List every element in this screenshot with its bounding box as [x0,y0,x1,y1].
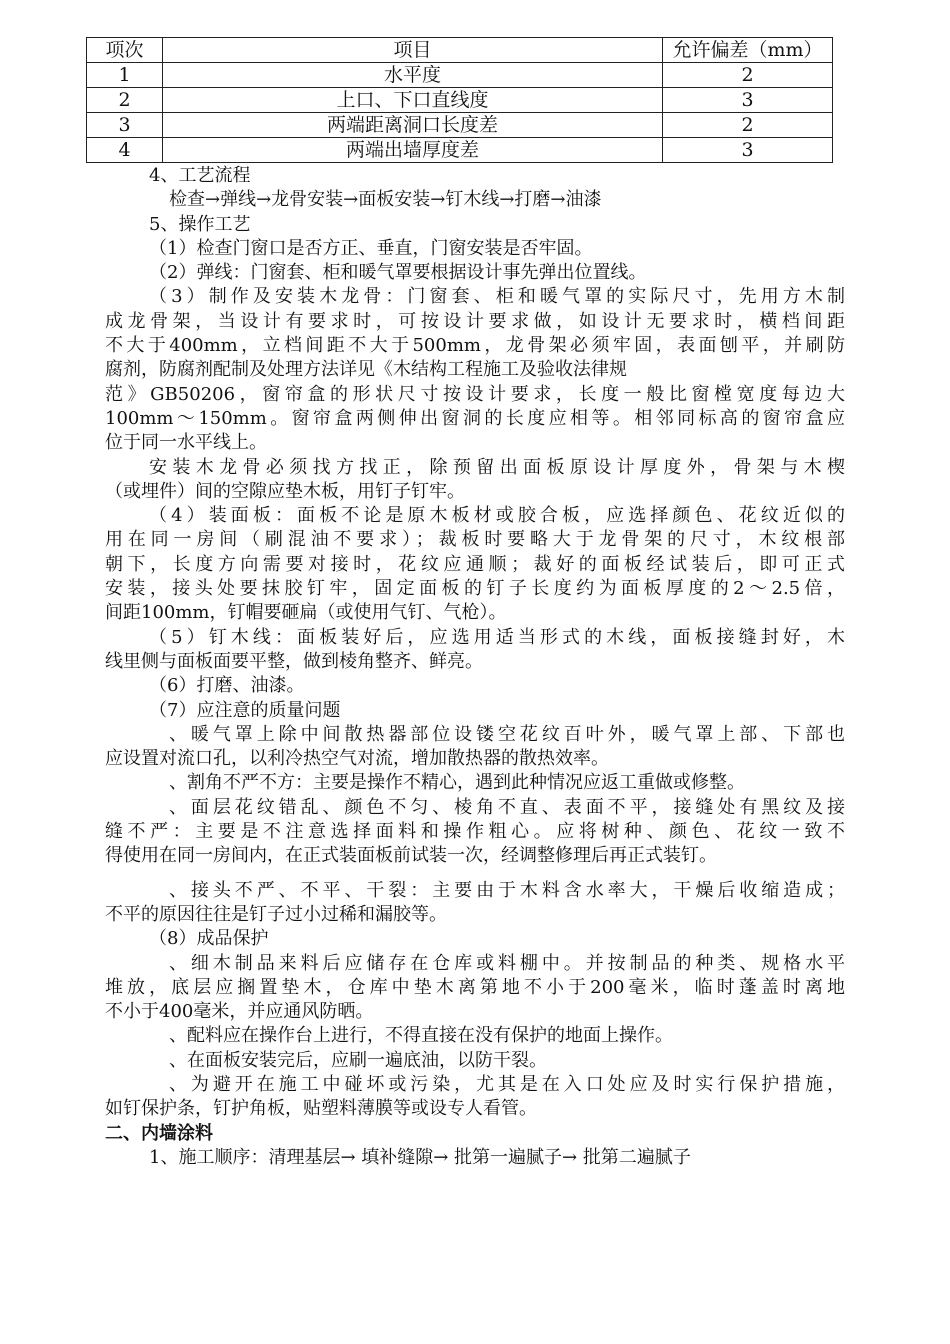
table-cell: 水平度 [163,63,663,88]
paragraph-line: （5）钉木线：面板装好后，应选用适当形式的木线，面板接缝封好，木 [149,626,845,648]
paragraph-line: 得使用在同一房间内，在正式装面板前试装一次，经调整修理后再正式装钉。 [105,845,717,867]
table-cell: 两端出墙厚度差 [163,138,663,163]
paragraph-line: 不小于400毫米，并应通风防晒。 [105,1001,374,1023]
paragraph-line: 堆放，底层应搁置垫木，仓库中垫木离第地不小于200毫米，临时蓬盖时离地 [105,976,845,998]
paragraph-line: 、接头不严、不平、干裂：主要由于木料含水率大，干燥后收缩造成； [169,879,845,901]
paragraph-line: 安装，接头处要抹胶钉牢，固定面板的钉子长度约为面板厚度的2～2.5倍， [105,578,845,600]
paragraph-line: （3）制作及安装木龙骨：门窗套、柜和暖气罩的实际尺寸，先用方木制 [149,286,845,308]
paragraph-line: 、为避开在施工中碰坏或污染，尤其是在入口处应及时实行保护措施， [169,1073,845,1095]
chapter-heading: 二、内墙涂料 [105,1122,213,1144]
table-header-cell: 项目 [163,38,663,63]
paragraph-line: 应设置对流口孔，以利冷热空气对流，增加散热器的散热效率。 [105,748,609,770]
paragraph-line: （1）检查门窗口是否方正、垂直，门窗安装是否牢固。 [149,237,593,259]
paragraph-line: 成龙骨架，当设计有要求时，可按设计要求做，如设计无要求时，横档间距 [105,310,845,332]
paragraph-line: （6）打磨、油漆。 [149,675,305,697]
paragraph-line: 、暖气罩上除中间散热器部位设镂空花纹百叶外，暖气罩上部、下部也 [169,723,845,745]
paragraph-line: （或埋件）间的空隙应垫木板，用钉子钉牢。 [105,480,465,502]
paragraph-line: 、在面板安装完后，应刷一遍底油，以防干裂。 [169,1049,547,1071]
table-cell: 3 [87,113,163,138]
table-cell: 2 [663,63,833,88]
paragraph-line: 线里侧与面板面要平整，做到棱角整齐、鲜亮。 [105,650,483,672]
paragraph-line: （4）装面板：面板不论是原木板材或胶合板，应选择颜色、花纹近似的 [149,505,845,527]
paragraph-line: 缝不严：主要是不注意选择面料和操作粗心。应将树种、颜色、花纹一致不 [105,821,845,843]
paragraph-line: 如钉保护条，钉护角板，贴塑料薄膜等或设专人看管。 [105,1098,537,1120]
paragraph-line: 、面层花纹错乱、颜色不匀、棱角不直、表面不平，接缝处有黑纹及接 [169,796,845,818]
table-cell: 2 [87,88,163,113]
tolerance-table [86,37,833,163]
table-cell: 两端距离洞口长度差 [163,113,663,138]
body-text [105,164,845,1170]
table-cell: 上口、下口直线度 [163,88,663,113]
section-heading: （7）应注意的质量问题 [149,699,341,721]
table-header-cell: 允许偏差（mm） [663,38,833,63]
table-cell: 4 [87,138,163,163]
section-heading: 5、操作工艺 [149,213,251,235]
spacer [105,869,845,879]
table-row [87,63,833,88]
paragraph-line: 100mm～150mm。窗帘盒两侧伸出窗洞的长度应相等。相邻同标高的窗帘盒应 [105,407,845,429]
paragraph-line: 腐剂，防腐剂配制及处理方法详见《木结构工程施工及验收法律规 [105,359,627,381]
paragraph-line: 、细木制品来料后应储存在仓库或料棚中。并按制品的种类、规格水平 [169,952,845,974]
process-flow: 检查→弹线→龙骨安装→面板安装→钉木线→打磨→油漆 [169,189,602,211]
section-heading: 4、工艺流程 [149,165,251,186]
section-heading: （8）成品保护 [149,928,269,950]
table-row [87,113,833,138]
paragraph-line: 不平的原因往往是钉子过小过稀和漏胶等。 [105,903,447,925]
paragraph-line: 间距100mm，钉帽要砸扁（或使用气钉、气枪）。 [105,602,507,624]
table-cell: 3 [663,138,833,163]
paragraph-line: 范》GB50206，窗帘盒的形状尺寸按设计要求，长度一般比窗樘宽度每边大 [105,383,845,405]
table-row [87,138,833,163]
table-cell: 2 [663,113,833,138]
table-header-cell: 项次 [87,38,163,63]
paragraph-line: 位于同一水平线上。 [105,432,267,454]
paragraph-line: 安装木龙骨必须找方找正，除预留出面板原设计厚度外，骨架与木楔 [149,456,845,478]
table-header-row [87,38,833,63]
paragraph-line: 不大于400mm，立档间距不大于500mm，龙骨架必须牢固，表面刨平，并刷防 [105,335,845,357]
table-cell: 1 [87,63,163,88]
paragraph-line: （2）弹线：门窗套、柜和暖气罩要根据设计事先弹出位置线。 [149,262,647,284]
paragraph-line: 1、施工顺序：清理基层→ 填补缝隙→ 批第一遍腻子→ 批第二遍腻子 [149,1146,691,1168]
paragraph-line: 、割角不严不方：主要是操作不精心，遇到此种情况应返工重做或修整。 [169,772,745,794]
paragraph-line: 朝下，长度方向需要对接时，花纹应通顺；裁好的面板经试装后，即可正式 [105,553,845,575]
table-row [87,88,833,113]
paragraph-line: 用在同一房间（刷混油不要求）；裁板时要略大于龙骨架的尺寸，木纹根部 [105,529,845,551]
table-cell: 3 [663,88,833,113]
paragraph-line: 、配料应在操作台上进行，不得直接在没有保护的地面上操作。 [169,1025,673,1047]
